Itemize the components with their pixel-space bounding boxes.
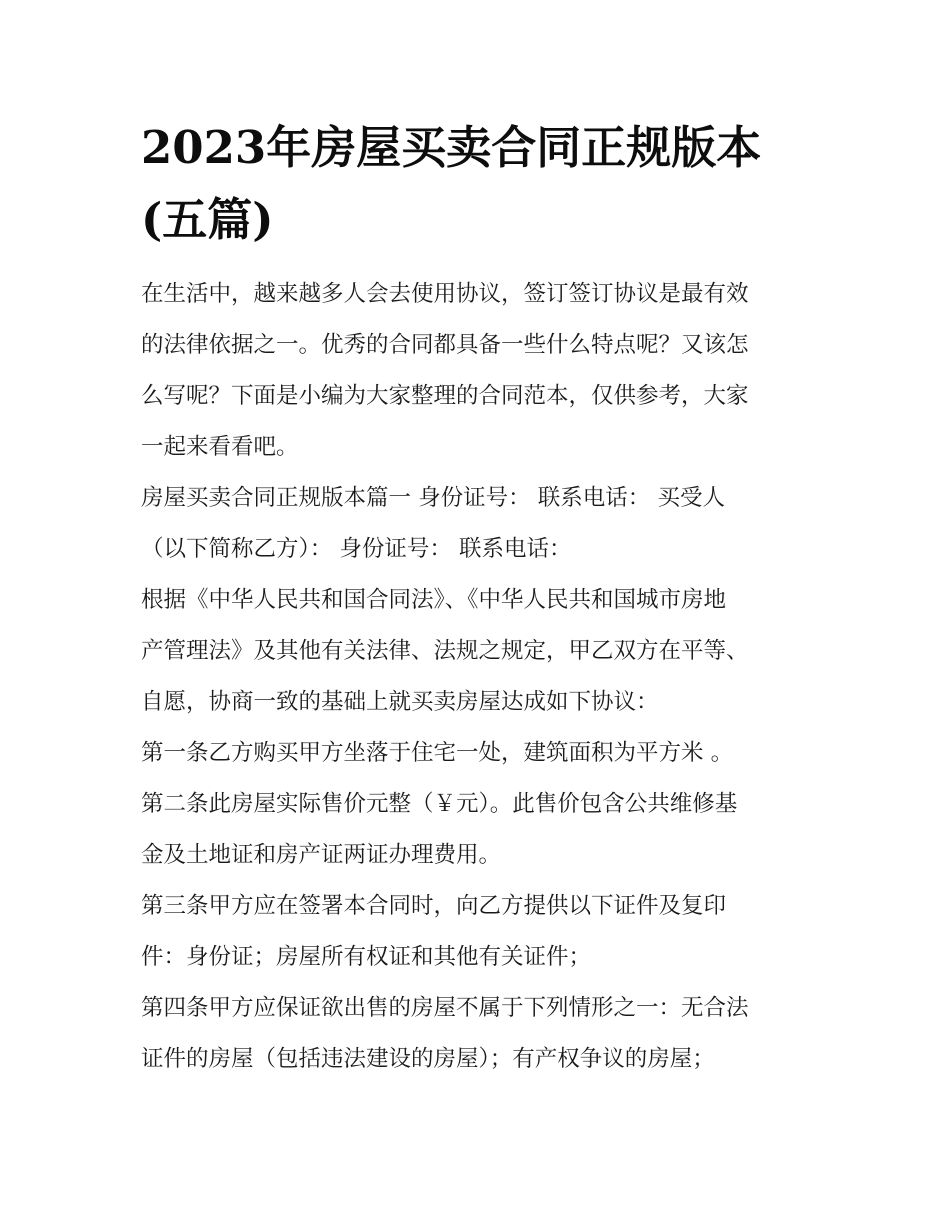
text-line: 么写呢？下面是小编为大家整理的合同范本，仅供参考，大家	[141, 383, 749, 409]
title-line: (五篇)	[141, 193, 274, 246]
text-line: 件：身份证；房屋所有权证和其他有关证件；	[141, 944, 592, 970]
article-1-paragraph	[141, 728, 813, 779]
text-line: （以下简称乙方）： 身份证号： 联系电话：	[141, 536, 572, 562]
text-line: 第一条乙方购买甲方坐落于住宅一处，建筑面积为平方米 。	[141, 740, 734, 766]
text-line: 自愿，协商一致的基础上就买卖房屋达成如下协议：	[141, 689, 659, 715]
text-line: 产管理法》及其他有关法律、法规之规定，甲乙双方在平等、	[141, 638, 749, 664]
intro-paragraph	[141, 269, 813, 473]
article-3-paragraph	[141, 881, 813, 983]
text-line: 房屋买卖合同正规版本篇一 身份证号： 联系电话： 买受人	[141, 485, 725, 511]
document-body	[141, 269, 813, 1085]
text-line: 一起来看看吧。	[141, 434, 299, 460]
document-page	[141, 112, 813, 1085]
text-line: 第二条此房屋实际售价元整（￥元）。此售价包含公共维修基	[141, 791, 738, 817]
text-line: 第三条甲方应在签署本合同时，向乙方提供以下证件及复印	[141, 893, 727, 919]
title-line: 2023年房屋买卖合同正规版本	[141, 121, 762, 174]
text-line: 在生活中，越来越多人会去使用协议，签订签订协议是最有效	[141, 281, 749, 307]
text-line: 根据《中华人民共和国合同法》、《中华人民共和国城市房地	[141, 587, 727, 613]
text-line: 金及土地证和房产证两证办理费用。	[141, 842, 502, 868]
document-title	[141, 112, 813, 256]
text-line: 的法律依据之一。优秀的合同都具备一些什么特点呢？又该怎	[141, 332, 749, 358]
text-line: 第四条甲方应保证欲出售的房屋不属于下列情形之一：无合法	[141, 995, 749, 1021]
legal-basis-paragraph	[141, 575, 813, 728]
article-4-paragraph	[141, 983, 813, 1085]
text-line: 证件的房屋（包括违法建设的房屋）；有产权争议的房屋；	[141, 1046, 715, 1072]
article-2-paragraph	[141, 779, 813, 881]
section-heading-paragraph	[141, 473, 813, 575]
